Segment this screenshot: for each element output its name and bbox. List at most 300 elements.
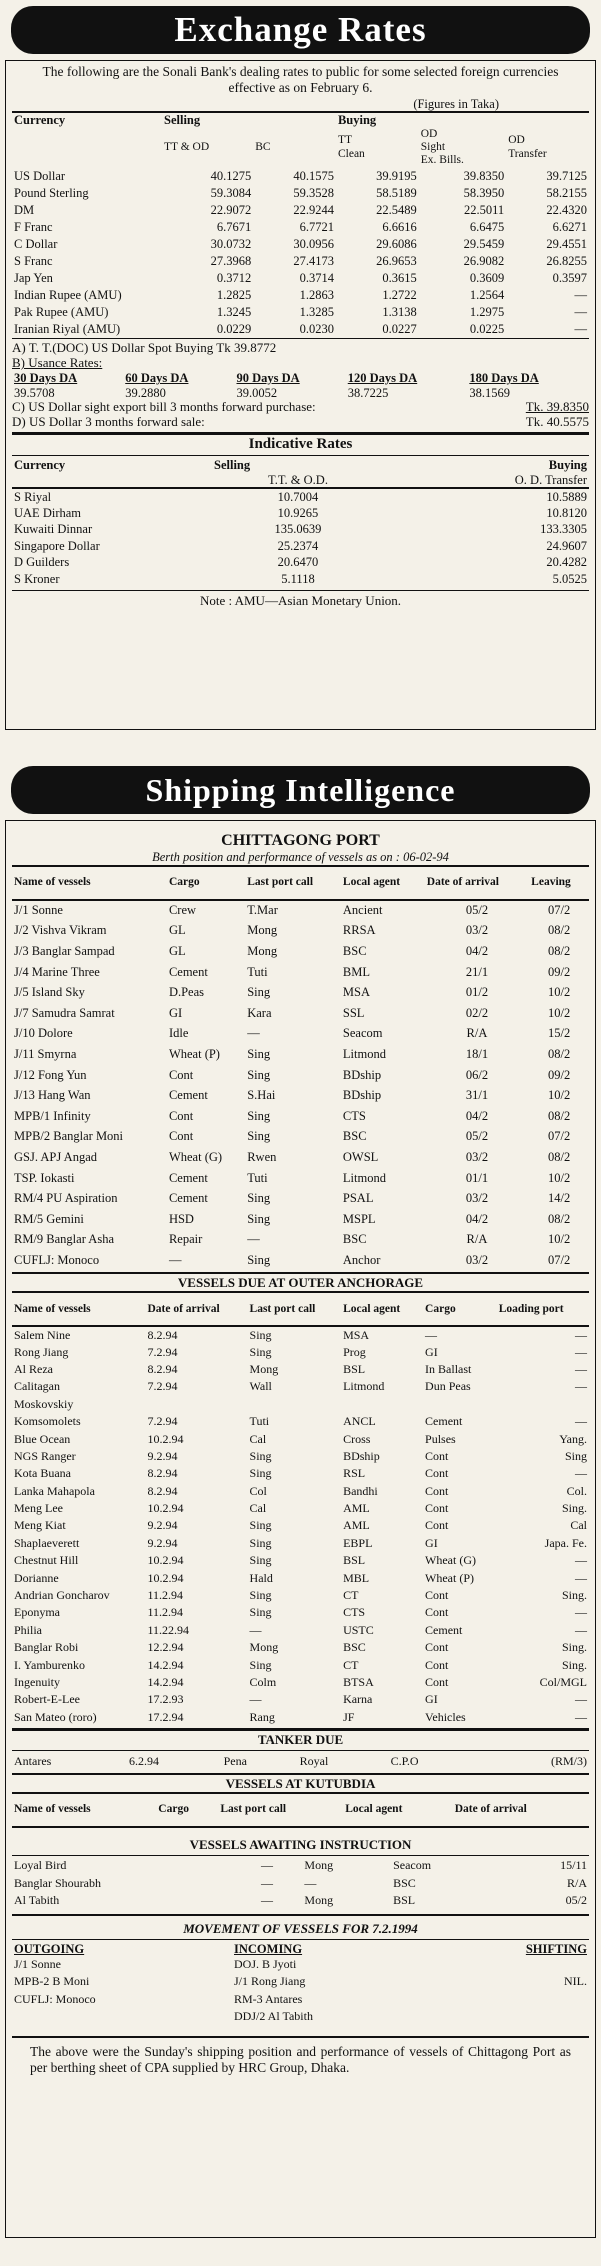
port-title: CHITTAGONG PORT	[221, 832, 380, 849]
berth-cell: 09/2	[547, 964, 571, 979]
outer-cell: Japa. Fe.	[544, 1535, 587, 1550]
indicative-row	[12, 554, 589, 571]
outer-cell: 11.22.94	[147, 1622, 190, 1637]
berth-cell: 03/2	[465, 1252, 489, 1267]
berth-cell: 08/2	[547, 1047, 571, 1062]
outer-cell: RSL	[343, 1466, 366, 1481]
outer-cell: Wheat (G)	[425, 1553, 477, 1568]
outer-cell: Sing	[249, 1535, 272, 1550]
outer-cell: —	[575, 1553, 587, 1568]
col-selling: Selling	[164, 113, 201, 128]
outer-cell: AML	[343, 1518, 370, 1533]
berth-cell: Sing	[247, 1067, 271, 1082]
berth-cell: Cont	[168, 1129, 194, 1144]
table-row	[12, 1587, 589, 1604]
outer-cell: 8.2.94	[147, 1466, 178, 1481]
note-c-value: Tk. 39.8350	[525, 399, 589, 415]
outer-cell: Cont	[425, 1501, 449, 1516]
note-d-value: Tk. 40.5575	[525, 414, 589, 429]
berth-cell: 03/2	[465, 1150, 489, 1164]
table-row	[12, 1535, 589, 1552]
incoming-vessel: J/1 Rong Jiang	[234, 1974, 306, 1989]
rate-value: 1.3285	[299, 304, 334, 319]
kutubdia-title: VESSELS AT KUTUBDIA	[225, 1775, 376, 1791]
rate-value: —	[574, 304, 587, 319]
berth-cell: Mong	[247, 944, 278, 959]
rate-value: 30.0732	[210, 236, 252, 251]
table-row	[12, 1379, 589, 1396]
outer-cell: Cont	[425, 1448, 449, 1463]
table-row	[12, 1500, 589, 1517]
usance-table	[12, 371, 589, 400]
kutubdia-header: Date of arrival	[454, 1803, 527, 1816]
table-row	[12, 1448, 589, 1465]
outer-cell: —	[575, 1466, 587, 1481]
berth-cell: 08/2	[547, 1211, 571, 1226]
berth-cell: BSC	[342, 1232, 367, 1247]
col-currency: Currency	[14, 113, 66, 128]
table-row	[12, 1044, 589, 1065]
outer-cell: Cont	[425, 1675, 449, 1689]
outer-cell: —	[575, 1622, 587, 1637]
indicative-row	[12, 571, 589, 588]
berth-cell: RM/5 Gemini	[14, 1211, 84, 1226]
exchange-row	[12, 201, 589, 218]
berth-cell: Cement	[168, 1191, 208, 1206]
table-row	[12, 900, 589, 921]
outer-cell: —	[575, 1692, 587, 1707]
currency-name: Jap Yen	[14, 270, 53, 285]
berth-cell: J/12 Fong Yun	[14, 1067, 87, 1082]
table-row	[12, 1085, 589, 1106]
outer-cell: —	[575, 1327, 587, 1342]
berth-cell: J/4 Marine Three	[14, 964, 100, 979]
berth-cell: Sing	[247, 1047, 271, 1062]
berth-cell: BDship	[342, 1088, 382, 1103]
table-row	[12, 1361, 589, 1378]
rate-value: 29.4551	[546, 236, 587, 251]
usance-label: 90 Days DA	[236, 371, 300, 386]
berth-cell: BDship	[342, 1067, 382, 1082]
outer-cell: 8.2.94	[147, 1483, 178, 1498]
tanker-cell: Antares	[14, 1754, 52, 1769]
outer-cell: CT	[343, 1588, 359, 1603]
outer-cell: Cal	[570, 1518, 587, 1533]
incoming-vessel: DDJ/2 Al Tabith	[234, 2009, 313, 2024]
berth-cell: 14/2	[547, 1191, 571, 1206]
awaiting-cell: —	[304, 1875, 317, 1890]
note-b: B) Usance Rates:	[12, 355, 103, 371]
berth-cell: 04/2	[465, 1211, 489, 1226]
rate-value: 39.9195	[376, 168, 417, 183]
awaiting-cell: Mong	[304, 1893, 334, 1908]
table-row	[12, 1875, 589, 1892]
berth-cell: MSPL	[342, 1211, 376, 1226]
outer-cell: BDship	[343, 1448, 380, 1463]
rate-value: 22.9072	[210, 202, 252, 217]
outer-cell: Meng Kiat	[14, 1518, 66, 1533]
rate-value: 58.5189	[376, 185, 417, 200]
tanker-cell: 6.2.94	[129, 1754, 159, 1769]
outer-cell: Sing	[249, 1553, 272, 1568]
berth-cell: 08/2	[547, 1150, 571, 1164]
rate-value: 22.9244	[293, 202, 334, 217]
note-a: A) T. T.(DOC) US Dollar Spot Buying Tk 39.8772	[12, 340, 277, 356]
col-bc: BC	[255, 141, 271, 153]
selling-value: 10.9265	[277, 505, 319, 520]
outer-cell: Prog	[343, 1344, 366, 1359]
outer-cell: Cement	[425, 1414, 463, 1429]
usance-label: 180 Days DA	[469, 371, 539, 386]
awaiting-cell: BSC	[393, 1875, 416, 1890]
rate-value: 0.3714	[299, 270, 334, 285]
berth-cell: BML	[342, 964, 370, 979]
berth-cell: 15/2	[547, 1026, 571, 1041]
outer-cell: —	[575, 1379, 587, 1394]
exchange-row	[12, 235, 589, 252]
awaiting-cell: —	[260, 1893, 273, 1908]
outer-cell: —	[425, 1327, 438, 1342]
berth-cell: Rwen	[247, 1150, 277, 1164]
outer-cell: Sing	[249, 1448, 272, 1463]
rate-value: 0.3712	[216, 270, 252, 285]
rate-value: 39.7125	[546, 168, 587, 183]
outgoing-vessel: MPB-2 B Moni	[14, 1974, 90, 1989]
tanker-table	[12, 1753, 589, 1770]
currency-name: Iranian Riyal (AMU)	[14, 321, 121, 336]
usance-label: 30 Days DA	[14, 371, 78, 386]
berth-cell: Sing	[247, 1191, 271, 1206]
outer-cell: Dun Peas	[425, 1379, 471, 1394]
outer-cell: Sing	[249, 1657, 272, 1672]
outer-cell: Chestnut Hill	[14, 1553, 79, 1568]
outer-header: Name of vessels	[14, 1302, 91, 1315]
currency-name: S Kroner	[14, 572, 60, 587]
outer-cell: Sing	[564, 1448, 587, 1463]
col-tt-od: TT & OD	[164, 141, 210, 153]
berth-cell: 06/2	[465, 1067, 489, 1082]
berth-cell: J/11 Smyrna	[14, 1047, 77, 1062]
rate-value: 0.0225	[469, 321, 505, 336]
buying-value: 10.5889	[546, 489, 587, 504]
berth-cell: —	[247, 1232, 260, 1247]
table-row	[12, 1657, 589, 1674]
outer-cell: Sing	[249, 1344, 272, 1359]
berth-cell: 10/2	[547, 985, 571, 1000]
berth-cell: Kara	[247, 1005, 272, 1020]
outer-cell: Sing	[249, 1588, 272, 1603]
shipping-footer: The above were the Sunday's shipping position and performance of vessels of Chittagong Port as per berthing sheet of CPA supplied by HRC Group, Dhaka.	[30, 2043, 571, 2075]
table-row	[12, 962, 589, 983]
movement-row	[12, 1973, 589, 1990]
berth-cell: 01/2	[465, 985, 489, 1000]
outer-cell: Mong	[249, 1640, 279, 1655]
table-row	[12, 1431, 589, 1448]
berth-cell: Sing	[247, 985, 271, 1000]
exchange-row	[12, 269, 589, 286]
outer-cell: Cont	[425, 1466, 449, 1481]
outer-cell: Bandhi	[343, 1483, 378, 1498]
berth-table	[12, 865, 589, 1271]
note-d: D) US Dollar 3 months forward sale:	[12, 414, 205, 429]
berth-header: Date of arrival	[426, 876, 499, 889]
outer-cell: Sing	[249, 1466, 272, 1481]
currency-name: Kuwaiti Dinnar	[14, 522, 93, 537]
currency-name: US Dollar	[14, 168, 66, 183]
table-row	[12, 920, 589, 941]
outer-cell: Sing	[249, 1327, 272, 1342]
berth-cell: 10/2	[547, 1005, 571, 1020]
rate-value: —	[574, 287, 587, 302]
movement-shifting-header: SHIFTING	[525, 1941, 587, 1956]
shifting-value	[482, 1991, 589, 2008]
currency-name: UAE Dirham	[14, 505, 81, 520]
outer-cell: —	[575, 1605, 587, 1620]
exchange-table	[12, 111, 589, 337]
rate-value: 59.3528	[293, 185, 334, 200]
outer-cell: Lanka Mahapola	[14, 1483, 95, 1498]
indicative-selling-sub: T.T. & O.D.	[268, 472, 328, 487]
outer-cell: —	[575, 1344, 587, 1359]
rate-value: 27.4173	[293, 253, 334, 268]
outer-cell: Eponyma	[14, 1605, 60, 1620]
indicative-table	[12, 458, 589, 587]
awaiting-cell: 15/11	[560, 1858, 587, 1873]
outer-cell: Calitagan	[14, 1379, 60, 1394]
outer-header: Loading port	[498, 1302, 564, 1315]
berth-cell: 04/2	[465, 1108, 489, 1123]
movement-row	[12, 2008, 589, 2025]
shifting-value	[482, 1956, 589, 1973]
outer-cell: BSC	[343, 1640, 366, 1655]
berth-cell: J/10 Dolore	[14, 1026, 73, 1041]
figures-note: (Figures in Taka)	[413, 97, 499, 112]
berth-cell: Seacom	[342, 1026, 383, 1041]
outer-cell: Andrian Goncharov	[14, 1588, 110, 1603]
exchange-row	[12, 320, 589, 337]
currency-name: D Guilders	[14, 555, 70, 570]
col-transfer: Transfer	[508, 147, 547, 160]
shifting-value: NIL.	[564, 1974, 587, 1989]
outer-cell: Yang.	[559, 1431, 587, 1446]
usance-value: 39.2880	[125, 385, 166, 400]
outer-anchorage-title: VESSELS DUE AT OUTER ANCHORAGE	[177, 1275, 424, 1291]
berth-cell: Mong	[247, 923, 278, 938]
outer-cell	[423, 1396, 497, 1413]
outer-cell: Pulses	[425, 1431, 456, 1446]
col-ex-bills: Ex. Bills.	[420, 154, 464, 167]
outer-cell: Moskovskiy	[14, 1396, 74, 1411]
movement-row	[12, 1956, 589, 1973]
berth-cell: MPB/1 Infinity	[14, 1108, 91, 1123]
berth-cell: Sing	[247, 1129, 271, 1144]
movement-incoming-header: INCOMING	[234, 1941, 303, 1956]
rate-value: 1.3138	[382, 304, 417, 319]
awaiting-cell: Banglar Shourabh	[14, 1875, 101, 1890]
awaiting-cell: 05/2	[565, 1893, 587, 1908]
outer-cell: —	[249, 1622, 262, 1637]
table-row	[12, 1209, 589, 1230]
outer-cell: Cal	[249, 1501, 267, 1516]
kutubdia-header: Name of vessels	[14, 1803, 91, 1816]
movement-row	[12, 1991, 589, 2008]
rate-value: 6.7671	[216, 219, 252, 234]
outer-cell: 8.2.94	[147, 1327, 178, 1342]
berth-cell: J/7 Samudra Samrat	[14, 1005, 115, 1020]
rate-value: 29.6086	[376, 236, 417, 251]
outer-cell: CT	[343, 1657, 359, 1672]
outer-cell: GI	[425, 1692, 438, 1707]
berth-cell: 18/1	[465, 1047, 489, 1062]
berth-cell: RRSA	[342, 923, 376, 938]
rate-value: 29.5459	[463, 236, 505, 251]
rate-value: 1.2722	[382, 287, 417, 302]
outer-cell: 7.2.94	[147, 1344, 178, 1359]
outer-cell: Cont	[425, 1588, 449, 1603]
outer-cell: Sing.	[561, 1640, 587, 1655]
incoming-vessel: RM-3 Antares	[234, 1991, 303, 2006]
outer-cell: Rong Jiang	[14, 1344, 69, 1359]
outer-cell: 10.2.94	[147, 1553, 184, 1568]
berth-cell: RM/4 PU Aspiration	[14, 1191, 118, 1206]
outer-cell: 12.2.94	[147, 1640, 184, 1655]
outer-cell: 8.2.94	[147, 1361, 178, 1376]
berth-cell: PSAL	[342, 1191, 374, 1206]
indicative-col-buying: Buying	[548, 458, 587, 473]
outer-cell: Cont	[425, 1605, 449, 1620]
outer-cell: JF	[343, 1709, 355, 1724]
outer-cell: Shaplaeverett	[14, 1535, 80, 1550]
outer-cell: Cement	[425, 1622, 463, 1637]
rate-value: 26.9653	[376, 253, 417, 268]
outer-cell: I. Yamburenko	[14, 1657, 85, 1672]
outer-cell: Karna	[343, 1692, 373, 1707]
outer-cell: —	[575, 1570, 587, 1585]
currency-name: DM	[14, 202, 35, 217]
col-buying: Buying	[337, 113, 377, 128]
awaiting-cell: —	[260, 1875, 273, 1890]
currency-name: Indian Rupee (AMU)	[14, 287, 122, 302]
exchange-row	[12, 167, 589, 184]
table-row	[12, 941, 589, 962]
rate-value: 27.3968	[210, 253, 252, 268]
rate-value: 0.0229	[216, 321, 252, 336]
rate-value: 0.0227	[382, 321, 417, 336]
outer-cell: Vehicles	[425, 1709, 466, 1724]
outer-cell: Col/MGL	[539, 1675, 587, 1689]
selling-value: 5.1118	[281, 572, 315, 587]
outer-cell: Dorianne	[14, 1570, 59, 1585]
outer-cell: Blue Ocean	[14, 1431, 71, 1446]
selling-value: 25.2374	[277, 538, 319, 553]
outer-cell: Wheat (P)	[425, 1570, 475, 1585]
col-od: OD	[420, 127, 438, 140]
berth-cell: 01/1	[465, 1170, 489, 1185]
outer-cell: ANCL	[343, 1414, 376, 1429]
port-subtitle: Berth position and performance of vessels as on : 06-02-94	[152, 850, 449, 865]
outer-cell: 14.2.94	[147, 1657, 184, 1672]
rate-value: 1.2975	[469, 304, 505, 319]
outer-cell: 11.2.94	[147, 1605, 184, 1620]
selling-value: 135.0639	[274, 522, 322, 537]
berth-cell: Idle	[168, 1026, 189, 1041]
incoming-vessel: DOJ. B Jyoti	[234, 1956, 297, 1971]
berth-header: Name of vessels	[14, 876, 91, 889]
rate-value: 40.1575	[293, 168, 334, 183]
indicative-col-selling: Selling	[214, 458, 251, 473]
usance-value: 38.1569	[469, 385, 510, 400]
awaiting-table	[12, 1858, 589, 1910]
usance-label: 60 Days DA	[125, 371, 189, 386]
outer-cell: AML	[343, 1501, 370, 1516]
rate-value: —	[574, 321, 587, 336]
outer-cell: Col.	[566, 1483, 587, 1498]
berth-cell: —	[247, 1026, 260, 1041]
berth-cell: R/A	[466, 1026, 488, 1041]
exchange-intro: The following are the Sonali Bank's dealing rates to public for some selected foreign currencies effective as on February 6.	[42, 64, 559, 95]
kutubdia-header: Last port call	[220, 1803, 287, 1816]
outer-cell: MSA	[343, 1327, 370, 1342]
table-row	[12, 1692, 589, 1709]
outer-cell: Sing.	[561, 1657, 587, 1672]
tanker-cell: Royal	[299, 1754, 329, 1769]
berth-cell: Crew	[168, 903, 197, 918]
table-row	[12, 1326, 589, 1343]
berth-cell: Wheat (P)	[168, 1047, 220, 1062]
table-row	[12, 1483, 589, 1500]
outer-cell: 10.2.94	[147, 1570, 184, 1585]
tanker-cell: C.P.O	[390, 1754, 419, 1769]
indicative-col-currency: Currency	[14, 458, 66, 473]
table-row	[12, 1622, 589, 1639]
berth-cell: Cement	[168, 1170, 208, 1185]
outer-cell: Sing	[249, 1605, 272, 1620]
outer-cell: Cont	[425, 1657, 449, 1672]
berth-cell: RM/9 Banglar Asha	[14, 1232, 114, 1247]
berth-cell: Sing	[247, 1252, 271, 1267]
shipping-intelligence-banner: Shipping Intelligence	[11, 766, 590, 814]
awaiting-title: VESSELS AWAITING INSTRUCTION	[189, 1836, 412, 1852]
berth-cell: D.Peas	[168, 985, 205, 1000]
buying-value: 10.8120	[546, 505, 587, 520]
berth-cell: Cement	[168, 1088, 208, 1103]
rate-value: 1.2863	[299, 287, 334, 302]
table-row	[12, 1250, 589, 1271]
berth-cell: Tuti	[247, 1170, 268, 1185]
selling-value: 20.6470	[277, 555, 319, 570]
movement-table	[12, 1942, 589, 2026]
table-row	[12, 1518, 589, 1535]
amu-footnote: Note : AMU—Asian Monetary Union.	[199, 592, 402, 608]
outer-cell: NGS Ranger	[14, 1448, 76, 1463]
table-row	[12, 1003, 589, 1024]
rate-value: 1.2564	[469, 287, 505, 302]
exchange-row	[12, 184, 589, 201]
indicative-row	[12, 521, 589, 538]
rate-value: 6.6616	[382, 219, 417, 234]
berth-cell: 05/2	[465, 1129, 489, 1144]
outer-cell: 17.2.94	[147, 1709, 184, 1724]
indicative-row	[12, 488, 589, 505]
berth-cell: 02/2	[465, 1005, 489, 1020]
berth-cell: J/3 Banglar Sampad	[14, 944, 115, 959]
awaiting-cell: Al Tabith	[14, 1893, 60, 1908]
berth-cell: 21/1	[465, 964, 489, 979]
indicative-row	[12, 505, 589, 522]
rate-value: 26.8255	[546, 253, 587, 268]
tanker-cell: Pena	[223, 1754, 247, 1769]
kutubdia-header: Cargo	[158, 1803, 189, 1816]
